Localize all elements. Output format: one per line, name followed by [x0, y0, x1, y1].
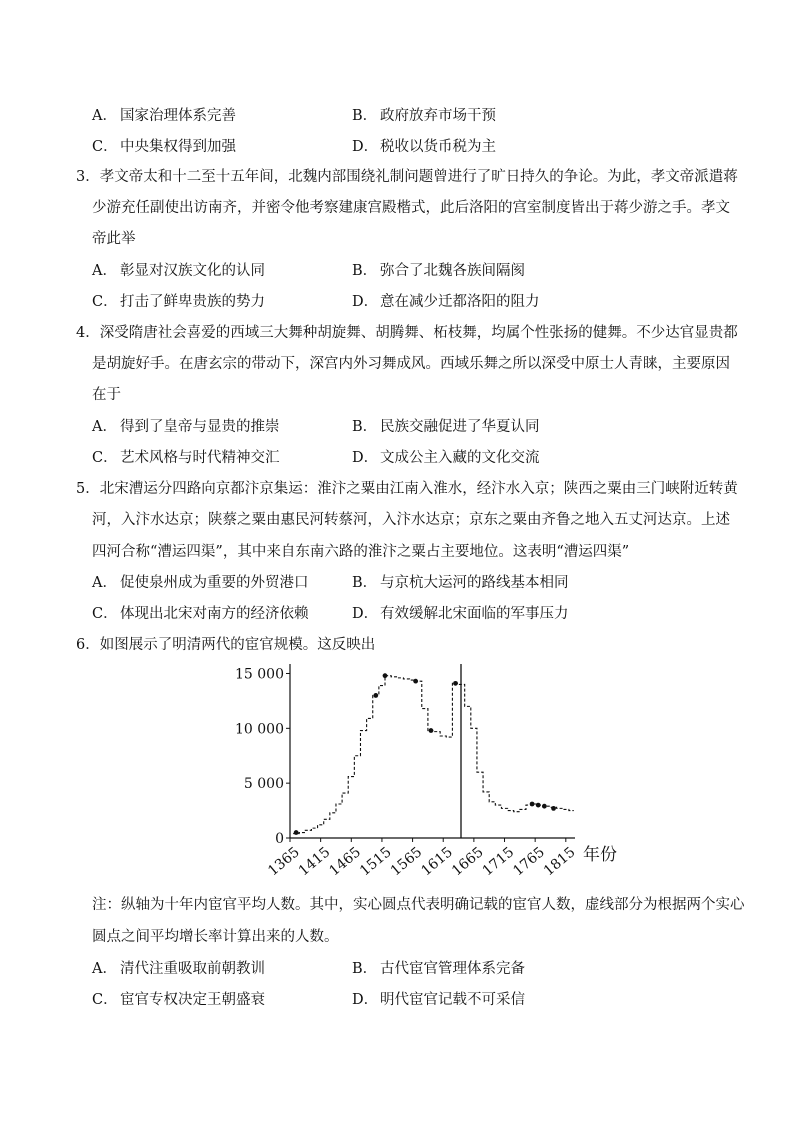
q5-options-row-1 — [0, 571, 794, 595]
option-text: 彰显对汉族文化的认同 — [120, 263, 265, 279]
option-text: 政府放弃市场干预 — [380, 108, 496, 124]
q4-option-b[interactable] — [352, 415, 540, 436]
q6-options-row-2 — [0, 988, 794, 1012]
data-point — [542, 804, 547, 809]
eunuch-population-chart — [230, 660, 617, 880]
q4-option-c[interactable] — [92, 446, 280, 467]
option-text: 艺术风格与时代精神交汇 — [120, 450, 280, 466]
q6-options-row-1 — [0, 957, 794, 981]
option-text: 弥合了北魏各族间隔阂 — [380, 263, 525, 279]
q3-stem-line-2: 少游充任副使出访南齐，并密令他考察建康宫殿楷式，此后洛阳的宫室制度皆出于蒋少游之手。孝文 — [92, 200, 730, 216]
option-text: 得到了皇帝与显贵的推崇 — [120, 419, 280, 435]
q6-option-a[interactable] — [92, 957, 265, 978]
q4-options-row-2 — [0, 446, 794, 470]
data-point — [536, 803, 541, 808]
x-tick-label: 1665 — [449, 844, 487, 880]
option-text: 古代宦官管理体系完备 — [380, 961, 525, 977]
q3-stem-line-1: 3．孝文帝太和十二至十五年间，北魏内部围绕礼制问题曾进行了旷日持久的争论。为此，孝文帝派遣蒋 — [76, 169, 738, 185]
y-tick-label: 0 — [275, 831, 284, 847]
option-letter: D． — [352, 606, 379, 622]
option-text: 清代注重吸取前朝教训 — [120, 961, 265, 977]
q5-option-c[interactable] — [92, 602, 309, 623]
q6-note-line-2: 圆点之间平均增长率计算出来的人数。 — [92, 929, 339, 945]
option-text: 中央集权得到加强 — [120, 139, 236, 155]
option-letter: A． — [92, 263, 117, 279]
data-point — [383, 673, 388, 678]
option-letter: D． — [352, 992, 379, 1008]
q6-option-d[interactable] — [352, 988, 525, 1009]
data-point — [453, 681, 458, 686]
x-tick-label: 1815 — [540, 844, 579, 880]
option-letter: D． — [352, 450, 379, 466]
y-tick-label: 10 000 — [235, 721, 284, 738]
option-letter: C． — [92, 992, 118, 1008]
option-text: 与京杭大运河的路线基本相同 — [380, 575, 569, 591]
q2-option-a[interactable] — [92, 104, 236, 125]
q4-option-a[interactable] — [92, 415, 280, 436]
x-tick-label: 1465 — [326, 844, 365, 880]
series-line — [293, 676, 574, 834]
data-point — [413, 679, 418, 684]
data-point — [294, 830, 299, 835]
option-letter: C． — [92, 294, 118, 310]
option-letter: A． — [92, 108, 117, 124]
option-letter: D． — [352, 294, 379, 310]
q4-stem-line-3: 在于 — [92, 387, 121, 403]
option-letter: D． — [352, 139, 379, 155]
data-point — [530, 802, 535, 807]
q4-stem-line-2: 是胡旋好手。在唐玄宗的带动下，深宫内外习舞成风。西域乐舞之所以深受中原士人青睐，主要原因 — [92, 356, 730, 372]
q6-note-line-1: 注：纵轴为十年内宦官平均人数。其中，实心圆点代表明确记载的宦官人数，虚线部分为根据两个实心 — [92, 897, 745, 913]
option-letter: A． — [92, 961, 117, 977]
x-tick-label: 1415 — [295, 844, 334, 880]
chart-ticks — [235, 666, 579, 879]
option-letter: B． — [352, 263, 378, 279]
q2-option-d[interactable] — [352, 135, 496, 156]
q6-stem: 6．如图展示了明清两代的宦官规模。这反映出 — [76, 637, 376, 653]
y-tick-label: 15 000 — [235, 666, 284, 683]
q2-option-c[interactable] — [92, 135, 236, 156]
chart-axes — [290, 664, 575, 838]
q4-option-d[interactable] — [352, 446, 540, 467]
option-letter: A． — [92, 575, 117, 591]
x-tick-label: 1565 — [387, 844, 426, 880]
q2-options-row-1 — [0, 104, 794, 128]
option-text: 明代宦官记载不可采信 — [380, 992, 525, 1008]
q5-stem-line-2: 河，入汴水达京；陕蔡之粟由惠民河转蔡河，入汴水达京；京东之粟由齐鲁之地入五丈河达京。上述 — [92, 512, 730, 528]
option-text: 国家治理体系完善 — [120, 108, 236, 124]
q3-options-row-2 — [0, 290, 794, 314]
data-point — [373, 693, 378, 698]
data-point — [551, 806, 556, 811]
option-text: 宦官专权决定王朝盛衰 — [120, 992, 265, 1008]
option-letter: B． — [352, 108, 378, 124]
option-text: 促使泉州成为重要的外贸港口 — [120, 575, 309, 591]
q5-option-a[interactable] — [92, 571, 309, 592]
x-tick-label: 1365 — [265, 844, 303, 880]
q5-options-row-2 — [0, 602, 794, 626]
chart-points — [294, 673, 556, 835]
chart-series — [293, 676, 574, 834]
option-text: 体现出北宋对南方的经济依赖 — [120, 606, 309, 622]
option-letter: B． — [352, 961, 378, 977]
option-text: 打击了鲜卑贵族的势力 — [120, 294, 265, 310]
q3-option-c[interactable] — [92, 290, 265, 311]
option-text: 民族交融促进了华夏认同 — [380, 419, 540, 435]
q4-stem-line-1: 4．深受隋唐社会喜爱的西域三大舞种胡旋舞、胡腾舞、柘枝舞，均属个性张扬的健舞。不少达官显贵都 — [76, 325, 738, 341]
option-text: 意在减少迁都洛阳的阻力 — [380, 294, 540, 310]
option-letter: B． — [352, 575, 378, 591]
q5-option-b[interactable] — [352, 571, 569, 592]
data-point — [429, 728, 434, 733]
x-tick-label: 1615 — [418, 844, 456, 880]
x-axis-label: 年份 — [583, 845, 617, 865]
x-tick-label: 1765 — [510, 844, 548, 880]
option-text: 文成公主入藏的文化交流 — [380, 450, 540, 466]
q3-option-a[interactable] — [92, 259, 265, 280]
x-tick-label: 1515 — [357, 844, 395, 880]
option-letter: C． — [92, 606, 118, 622]
option-letter: C． — [92, 139, 118, 155]
q2-option-b[interactable] — [352, 104, 496, 125]
option-letter: A． — [92, 419, 117, 435]
option-letter: B． — [352, 419, 378, 435]
x-tick-label: 1715 — [479, 844, 518, 880]
q6-option-b[interactable] — [352, 957, 525, 978]
q6-option-c[interactable] — [92, 988, 265, 1009]
option-letter: C． — [92, 450, 118, 466]
q4-options-row-1 — [0, 415, 794, 439]
q3-options-row-1 — [0, 259, 794, 283]
q2-options-row-2 — [0, 135, 794, 159]
y-tick-label: 5 000 — [243, 776, 284, 793]
q5-stem-line-1: 5．北宋漕运分四路向京都汴京集运：淮汴之粟由江南入淮水，经汴水入京；陕西之粟由三门峡附近转黄 — [76, 481, 738, 497]
q5-stem-line-3: 四河合称“漕运四渠”，其中来自东南六路的淮汴之粟占主要地位。这表明“漕运四渠” — [92, 544, 630, 560]
option-text: 有效缓解北宋面临的军事压力 — [380, 606, 569, 622]
option-text: 税收以货币税为主 — [380, 139, 496, 155]
q5-option-d[interactable] — [352, 602, 569, 623]
q3-option-d[interactable] — [352, 290, 540, 311]
q3-stem-line-3: 帝此举 — [92, 231, 136, 247]
q3-option-b[interactable] — [352, 259, 525, 280]
